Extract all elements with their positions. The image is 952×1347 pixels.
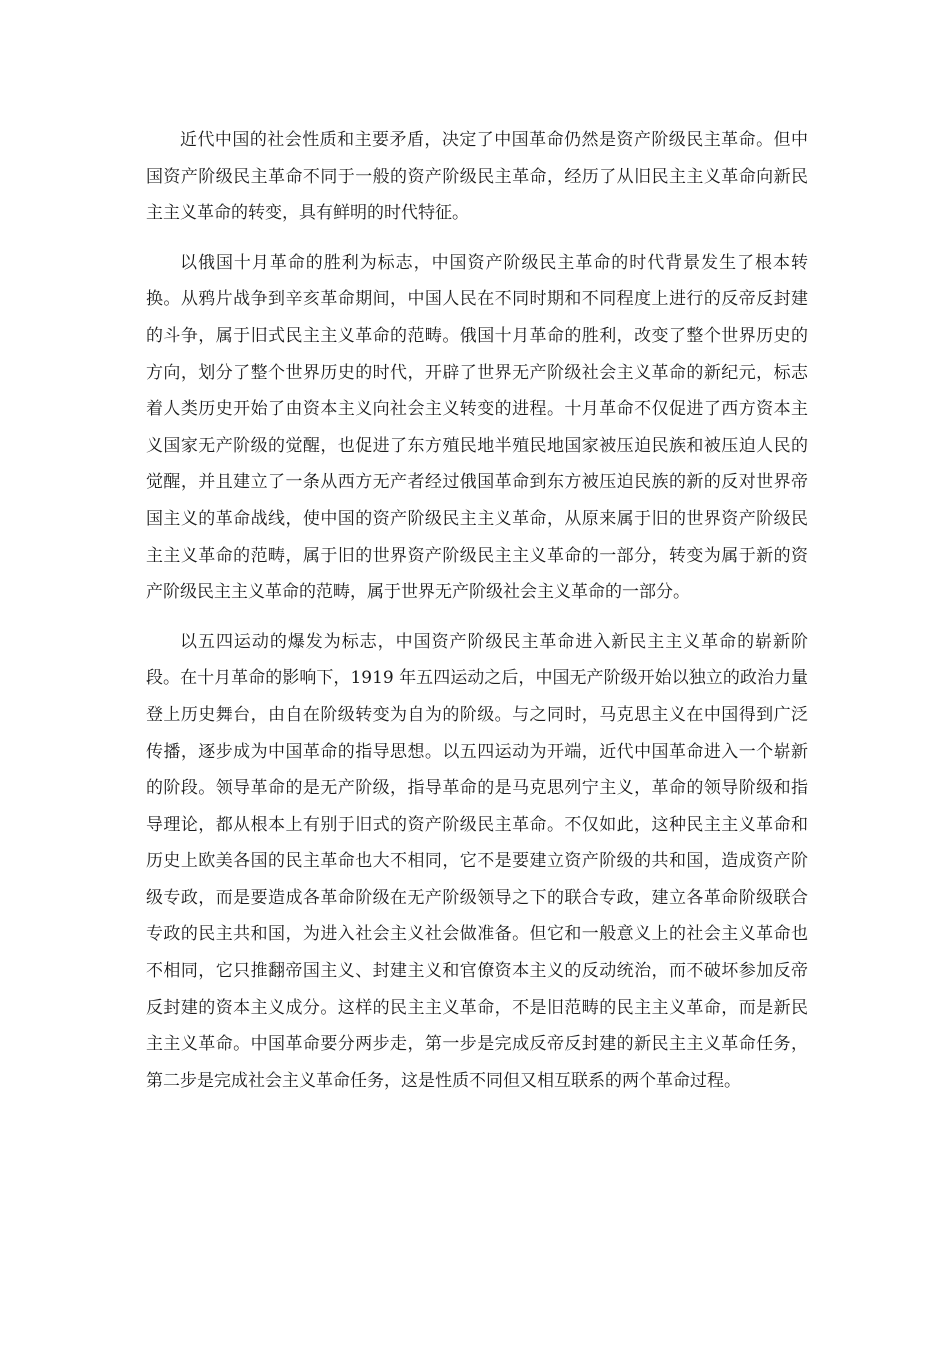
paragraph-1: 近代中国的社会性质和主要矛盾，决定了中国革命仍然是资产阶级民主革命。但中国资产阶级民主革命不同于一般的资产阶级民主革命，经历了从旧民主主义革命向新民主主义革命的转变，具有鲜明的时代特征。 — [146, 130, 808, 224]
paragraph-2: 以俄国十月革命的胜利为标志，中国资产阶级民主革命的时代背景发生了根本转换。从鸦片战争到辛亥革命期间，中国人民在不同时期和不同程度上进行的反帝反封建的斗争，属于旧式民主主义革命的范畴。俄国十月革命的胜利，改变了整个世界历史的方向，划分了整个世界历史的时代，开辟了世界无产阶级社会主义革命的新纪元，标志着人类历史开始了由资本主义向社会主义转变的进程。十月革命不仅促进了西方资本主义国家无产阶级的觉醒，也促进了东方殖民地半殖民地国家被压迫民族和被压迫人民的觉醒，并且建立了一条从西方无产者经过俄国革命到东方被压迫民族的新的反对世界帝国主义的革命战线，使中国的资产阶级民主主义革命，从原来属于旧的世界资产阶级民主主义革命的范畴，属于旧的世界资产阶级民主主义革命的一部分，转变为属于新的资产阶级民主主义革命的范畴，属于世界无产阶级社会主义革命的一部分。 — [146, 252, 808, 603]
paragraph-3: 以五四运动的爆发为标志，中国资产阶级民主革命进入新民主主义革命的崭新阶段。在十月革命的影响下，1919 年五四运动之后，中国无产阶级开始以独立的政治力量登上历史舞台，由自在阶级转变为自为的阶级。与之同时，马克思主义在中国得到广泛传播，逐步成为中国革命的指导思想。以五四运动为开端，近代中国革命进入一个崭新的阶段。领导革命的是无产阶级，指导革命的是马克思列宁主义，革命的领导阶级和指导理论，都从根本上有别于旧式的资产阶级民主革命。不仅如此，这种民主主义革命和历史上欧美各国的民主革命也大不相同，它不是要建立资产阶级的共和国，造成资产阶级专政，而是要造成各革命阶级在无产阶级领导之下的联合专政，建立各革命阶级联合专政的民主共和国，为进入社会主义社会做准备。但它和一般意义上的社会主义革命也不相同，它只推翻帝国主义、封建主义和官僚资本主义的反动统治，而不破坏参加反帝反封建的资本主义成分。这样的民主主义革命，不是旧范畴的民主主义革命，而是新民主主义革命。中国革命要分两步走，第一步是完成反帝反封建的新民主主义革命任务，第二步是完成社会主义革命任务，这是性质不同但又相互联系的两个革命过程。 — [146, 631, 808, 1091]
document-body — [146, 122, 808, 1099]
